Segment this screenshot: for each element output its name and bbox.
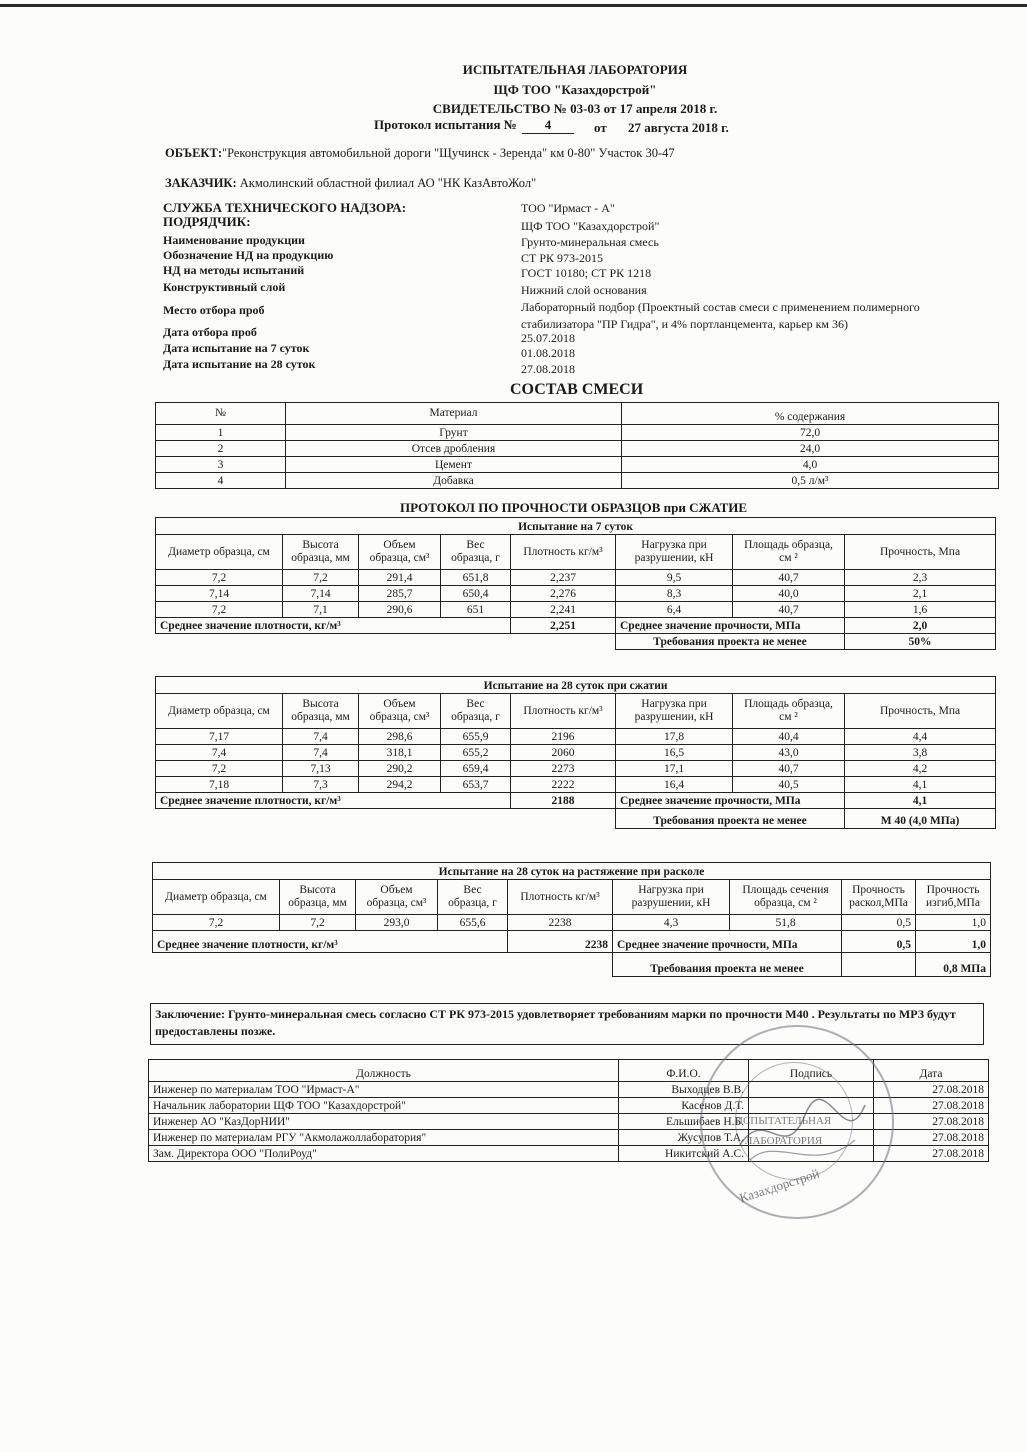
composition-header-no: № (156, 403, 286, 425)
column-header: Плотность кг/м³ (508, 880, 613, 915)
column-header: Нагрузка при разрушении, кН (616, 535, 733, 570)
table-cell: 40,7 (733, 602, 845, 618)
avg-density-label: Среднее значение плотности, кг/м³ (156, 618, 511, 634)
table-cell: 7,13 (283, 761, 359, 777)
column-header: Вес образца, г (438, 880, 508, 915)
column-header: Ф.И.О. (619, 1060, 749, 1082)
requirement-value: М 40 (4,0 МПа) (845, 809, 996, 829)
protocol-date: 27 августа 2018 г. (628, 120, 729, 135)
table-cell: 651,8 (441, 570, 511, 586)
field-value-contractor: ЩФ ТОО "Казахдорстрой" (521, 219, 660, 233)
field-value-supervision: ТОО "Ирмаст - А" (521, 201, 615, 215)
table-cell: 4,0 (622, 457, 999, 473)
table-cell: 4,1 (845, 777, 996, 793)
field-label-nd-product: Обозначение НД на продукцию (163, 248, 334, 262)
stamp-inner-text-2: ЛАБОРАТОРИЯ (745, 1135, 823, 1147)
table-cell: 2,241 (511, 602, 616, 618)
field-label-supervision: СЛУЖБА ТЕХНИЧЕСКОГО НАДЗОРА: (163, 200, 407, 215)
table-cell: 2222 (511, 777, 616, 793)
table-cell: 24,0 (622, 441, 999, 457)
table-cell: 1 (156, 425, 286, 441)
table-cell: 290,2 (359, 761, 441, 777)
table-cell: 650,4 (441, 586, 511, 602)
field-label-contractor: ПОДРЯДЧИК: (163, 214, 251, 229)
table-cell: Цемент (286, 457, 622, 473)
table-cell: 655,2 (441, 745, 511, 761)
column-header: Объем образца, см³ (359, 535, 441, 570)
table-cell: Выходцев В.В. (619, 1082, 749, 1098)
table-row (156, 457, 999, 473)
table-cell: 653,7 (441, 777, 511, 793)
composition-header-percent: % содержания (622, 403, 999, 425)
table-cell: 6,4 (616, 602, 733, 618)
table-cell: 40,5 (733, 777, 845, 793)
column-header: Прочность раскол,МПа (842, 880, 916, 915)
table-cell: 2238 (508, 915, 613, 931)
strength-protocol-title: ПРОТОКОЛ ПО ПРОЧНОСТИ ОБРАЗЦОВ при СЖАТИЕ (400, 500, 748, 515)
object-text: "Реконструкция автомобильной дороги "Щучинск - Зеренда" км 0-80" Участок 30-47 (221, 146, 675, 160)
requirement-value: 50% (845, 634, 996, 650)
table-cell: 72,0 (622, 425, 999, 441)
table-cell: Касенов Д.Т. (619, 1098, 749, 1114)
table-cell: 7,2 (156, 761, 283, 777)
requirement-label: Требования проекта не менее (616, 809, 845, 829)
table-cell: 7,4 (283, 745, 359, 761)
table-cell: 7,18 (156, 777, 283, 793)
test7-title: Испытание на 7 суток (156, 518, 996, 535)
table-cell: 7,4 (283, 729, 359, 745)
table-cell: 0,5 л/м³ (622, 473, 999, 489)
column-header: Площадь образца, см ² (733, 694, 845, 729)
stamp-inner-text-1: ИСПЫТАТЕЛЬНАЯ (735, 1115, 832, 1127)
table-cell: 40,4 (733, 729, 845, 745)
table-row (156, 425, 999, 441)
table-cell: Зам. Директора ООО "ПолиРоуд" (149, 1146, 619, 1162)
field-value-sampling-place: Лабораторный подбор (Проектный состав смеси с применением полимерного (521, 300, 920, 314)
table-cell: 2 (156, 441, 286, 457)
field-label-sampling-place: Место отбора проб (163, 303, 265, 317)
table-cell: 294,2 (359, 777, 441, 793)
table-cell: 40,7 (733, 761, 845, 777)
protocol-label: Протокол испытания № (374, 117, 517, 132)
lab-title: ИСПЫТАТЕЛЬНАЯ ЛАБОРАТОРИЯ (462, 62, 688, 77)
field-label-nd-methods: НД на методы испытаний (163, 263, 305, 277)
column-header: Высота образца, мм (280, 880, 356, 915)
avg-density-label: Среднее значение плотности, кг/м³ (156, 793, 511, 809)
table-cell: 7,4 (156, 745, 283, 761)
customer-line (165, 176, 536, 191)
table-cell: Инженер АО "КазДорНИИ" (149, 1114, 619, 1130)
table-cell: 27.08.2018 (874, 1114, 989, 1130)
column-header: Нагрузка при разрушении, кН (613, 880, 730, 915)
spacer (156, 634, 616, 650)
table-cell: 2,237 (511, 570, 616, 586)
table-cell: 7,17 (156, 729, 283, 745)
field-value-test28-date: 27.08.2018 (521, 362, 575, 376)
spacer (842, 953, 916, 977)
customer-text: Акмолинский областной филиал АО "НК КазАвтоЖол" (239, 176, 537, 190)
column-header: Диаметр образца, см (153, 880, 280, 915)
table-row (156, 761, 996, 777)
table-cell: Никитский А.С. (619, 1146, 749, 1162)
signature-scribble (735, 1085, 875, 1175)
avg-strength-value-split: 0,5 (842, 931, 916, 953)
table-cell: 659,4 (441, 761, 511, 777)
column-header: Диаметр образца, см (156, 535, 283, 570)
table-cell: 9,5 (616, 570, 733, 586)
composition-table (155, 402, 999, 489)
field-label-test28-date: Дата испытание на 28 суток (163, 357, 316, 371)
table-cell: 17,1 (616, 761, 733, 777)
table-cell: Инженер по материалам РГУ "Акмолажоллаборатория" (149, 1130, 619, 1146)
table-cell: Ельшибаев Н.Б. (619, 1114, 749, 1130)
table-row (156, 602, 996, 618)
avg-density-value: 2238 (508, 931, 613, 953)
column-header: Подпись (749, 1060, 874, 1082)
table-cell: 0,5 (842, 915, 916, 931)
column-header: Вес образца, г (441, 535, 511, 570)
field-value-nd-methods: ГОСТ 10180; СТ РК 1218 (521, 266, 652, 280)
column-header: Диаметр образца, см (156, 694, 283, 729)
column-header: Объем образца, см³ (359, 694, 441, 729)
lab-subtitle: ЩФ ТОО "Казахдорстрой" (493, 82, 657, 97)
table-cell: 7,2 (283, 570, 359, 586)
table-row (156, 570, 996, 586)
column-header: Высота образца, мм (283, 694, 359, 729)
table-cell: 27.08.2018 (874, 1146, 989, 1162)
requirement-label: Требования проекта не менее (613, 953, 842, 977)
table-cell: 4,3 (613, 915, 730, 931)
scan-top-edge (0, 4, 1027, 7)
table-row (156, 441, 999, 457)
table-row (156, 586, 996, 602)
column-header: Площадь образца, см ² (733, 535, 845, 570)
avg-density-label: Среднее значение плотности, кг/м³ (153, 931, 508, 953)
table-cell: 655,6 (438, 915, 508, 931)
field-value-test7-date: 01.08.2018 (521, 346, 575, 360)
customer-label: ЗАКАЗЧИК: (165, 176, 237, 190)
field-value-sampling-place-2: стабилизатора "ПР Гидра", и 4% портланцемента, карьер км 36) (521, 317, 848, 331)
stamp-outer-text: Казахдорстрой (737, 1165, 821, 1206)
table-cell: 16,5 (616, 745, 733, 761)
table-cell: 8,3 (616, 586, 733, 602)
table-cell: 2060 (511, 745, 616, 761)
table-cell: Инженер по материалам ТОО "Ирмаст-А" (149, 1082, 619, 1098)
table-cell: 7,1 (283, 602, 359, 618)
avg-density-value: 2,251 (511, 618, 616, 634)
table-cell: 291,4 (359, 570, 441, 586)
spacer (153, 953, 613, 977)
table-cell: 1,0 (916, 915, 991, 931)
spacer (156, 809, 616, 829)
column-header: Вес образца, г (441, 694, 511, 729)
requirement-label: Требования проекта не менее (616, 634, 845, 650)
table-cell: 4 (156, 473, 286, 489)
requirement-value: 0,8 МПа (916, 953, 991, 977)
table-cell: 2,1 (845, 586, 996, 602)
table-row (156, 473, 999, 489)
column-header: Должность (149, 1060, 619, 1082)
table-cell: 298,6 (359, 729, 441, 745)
table-cell: 285,7 (359, 586, 441, 602)
table-cell: 7,2 (156, 602, 283, 618)
table-cell: 2,3 (845, 570, 996, 586)
table-cell: 27.08.2018 (874, 1082, 989, 1098)
test7-table (155, 517, 996, 650)
table-cell: Добавка (286, 473, 622, 489)
composition-header-material: Материал (286, 403, 622, 425)
object-label: ОБЪЕКТ: (165, 146, 222, 160)
table-cell: 651 (441, 602, 511, 618)
table-cell: 7,14 (156, 586, 283, 602)
table-cell: 2196 (511, 729, 616, 745)
table-cell: 7,14 (283, 586, 359, 602)
avg-strength-label: Среднее значение прочности, МПа (616, 618, 845, 634)
field-value-nd-product: СТ РК 973-2015 (521, 251, 604, 265)
avg-strength-label: Среднее значение прочности, МПа (613, 931, 842, 953)
table-cell: 3,8 (845, 745, 996, 761)
test-split-table (152, 862, 991, 977)
table-cell: 7,2 (280, 915, 356, 931)
table-row (156, 729, 996, 745)
table-cell: 1,6 (845, 602, 996, 618)
table-cell: 2,276 (511, 586, 616, 602)
table-cell: 2273 (511, 761, 616, 777)
test28-table (155, 676, 996, 829)
column-header: Плотность кг/м³ (511, 535, 616, 570)
column-header: Нагрузка при разрушении, кН (616, 694, 733, 729)
column-header: Прочность, Мпа (845, 694, 996, 729)
composition-title: СОСТАВ СМЕСИ (510, 381, 644, 398)
table-cell: 7,2 (153, 915, 280, 931)
protocol-from: от (594, 120, 607, 135)
table-cell: 4,4 (845, 729, 996, 745)
table-row (156, 745, 996, 761)
test-split-title: Испытание на 28 суток на растяжение при расколе (153, 863, 991, 880)
table-cell: 51,8 (730, 915, 842, 931)
field-label-product: Наименование продукции (163, 233, 305, 247)
field-value-product: Грунто-минеральная смесь (521, 235, 659, 249)
test28-title: Испытание на 28 суток при сжатии (156, 677, 996, 694)
column-header: Площадь сечения образца, см ² (730, 880, 842, 915)
table-cell: 293,0 (356, 915, 438, 931)
table-row (153, 915, 991, 931)
field-value-sampling-date: 25.07.2018 (521, 331, 575, 345)
field-label-sampling-date: Дата отбора проб (163, 325, 257, 339)
table-cell: 4,2 (845, 761, 996, 777)
column-header: Плотность кг/м³ (511, 694, 616, 729)
table-cell: 17,8 (616, 729, 733, 745)
avg-strength-value-bend: 1,0 (916, 931, 991, 953)
table-cell: Отсев дробления (286, 441, 622, 457)
field-label-layer: Конструктивный слой (163, 280, 286, 294)
field-value-layer: Нижний слой основания (521, 283, 647, 297)
table-cell: 16,4 (616, 777, 733, 793)
avg-strength-label: Среднее значение прочности, МПа (616, 793, 845, 809)
table-cell: Начальник лаборатории ЩФ ТОО "Казахдорстрой" (149, 1098, 619, 1114)
column-header: Прочность, Мпа (845, 535, 996, 570)
table-cell: 7,2 (156, 570, 283, 586)
avg-strength-value: 2,0 (845, 618, 996, 634)
table-cell: 27.08.2018 (874, 1098, 989, 1114)
table-cell: 290,6 (359, 602, 441, 618)
field-label-test7-date: Дата испытание на 7 суток (163, 341, 310, 355)
table-row (156, 777, 996, 793)
avg-strength-value: 4,1 (845, 793, 996, 809)
column-header: Объем образца, см³ (356, 880, 438, 915)
column-header: Высота образца, мм (283, 535, 359, 570)
table-cell: Грунт (286, 425, 622, 441)
certificate-line: СВИДЕТЕЛЬСТВО № 03-03 от 17 апреля 2018 г. (432, 101, 718, 116)
table-cell: 318,1 (359, 745, 441, 761)
table-cell: Жусупов Т.А. (619, 1130, 749, 1146)
avg-density-value: 2188 (511, 793, 616, 809)
table-cell: 655,9 (441, 729, 511, 745)
table-cell: 43,0 (733, 745, 845, 761)
table-cell: 40,0 (733, 586, 845, 602)
column-header: Прочность изгиб,МПа (916, 880, 991, 915)
protocol-number: 4 (522, 117, 574, 134)
conclusion-box: Заключение: Грунто-минеральная смесь согласно СТ РК 973-2015 удовлетворяет требованиям марки по прочности М40 . Результаты по МРЗ будут предоставлены позже. (150, 1003, 984, 1045)
table-cell: 40,7 (733, 570, 845, 586)
column-header: Дата (874, 1060, 989, 1082)
object-line (165, 146, 675, 161)
table-cell: 7,3 (283, 777, 359, 793)
table-cell: 27.08.2018 (874, 1130, 989, 1146)
table-cell: 3 (156, 457, 286, 473)
